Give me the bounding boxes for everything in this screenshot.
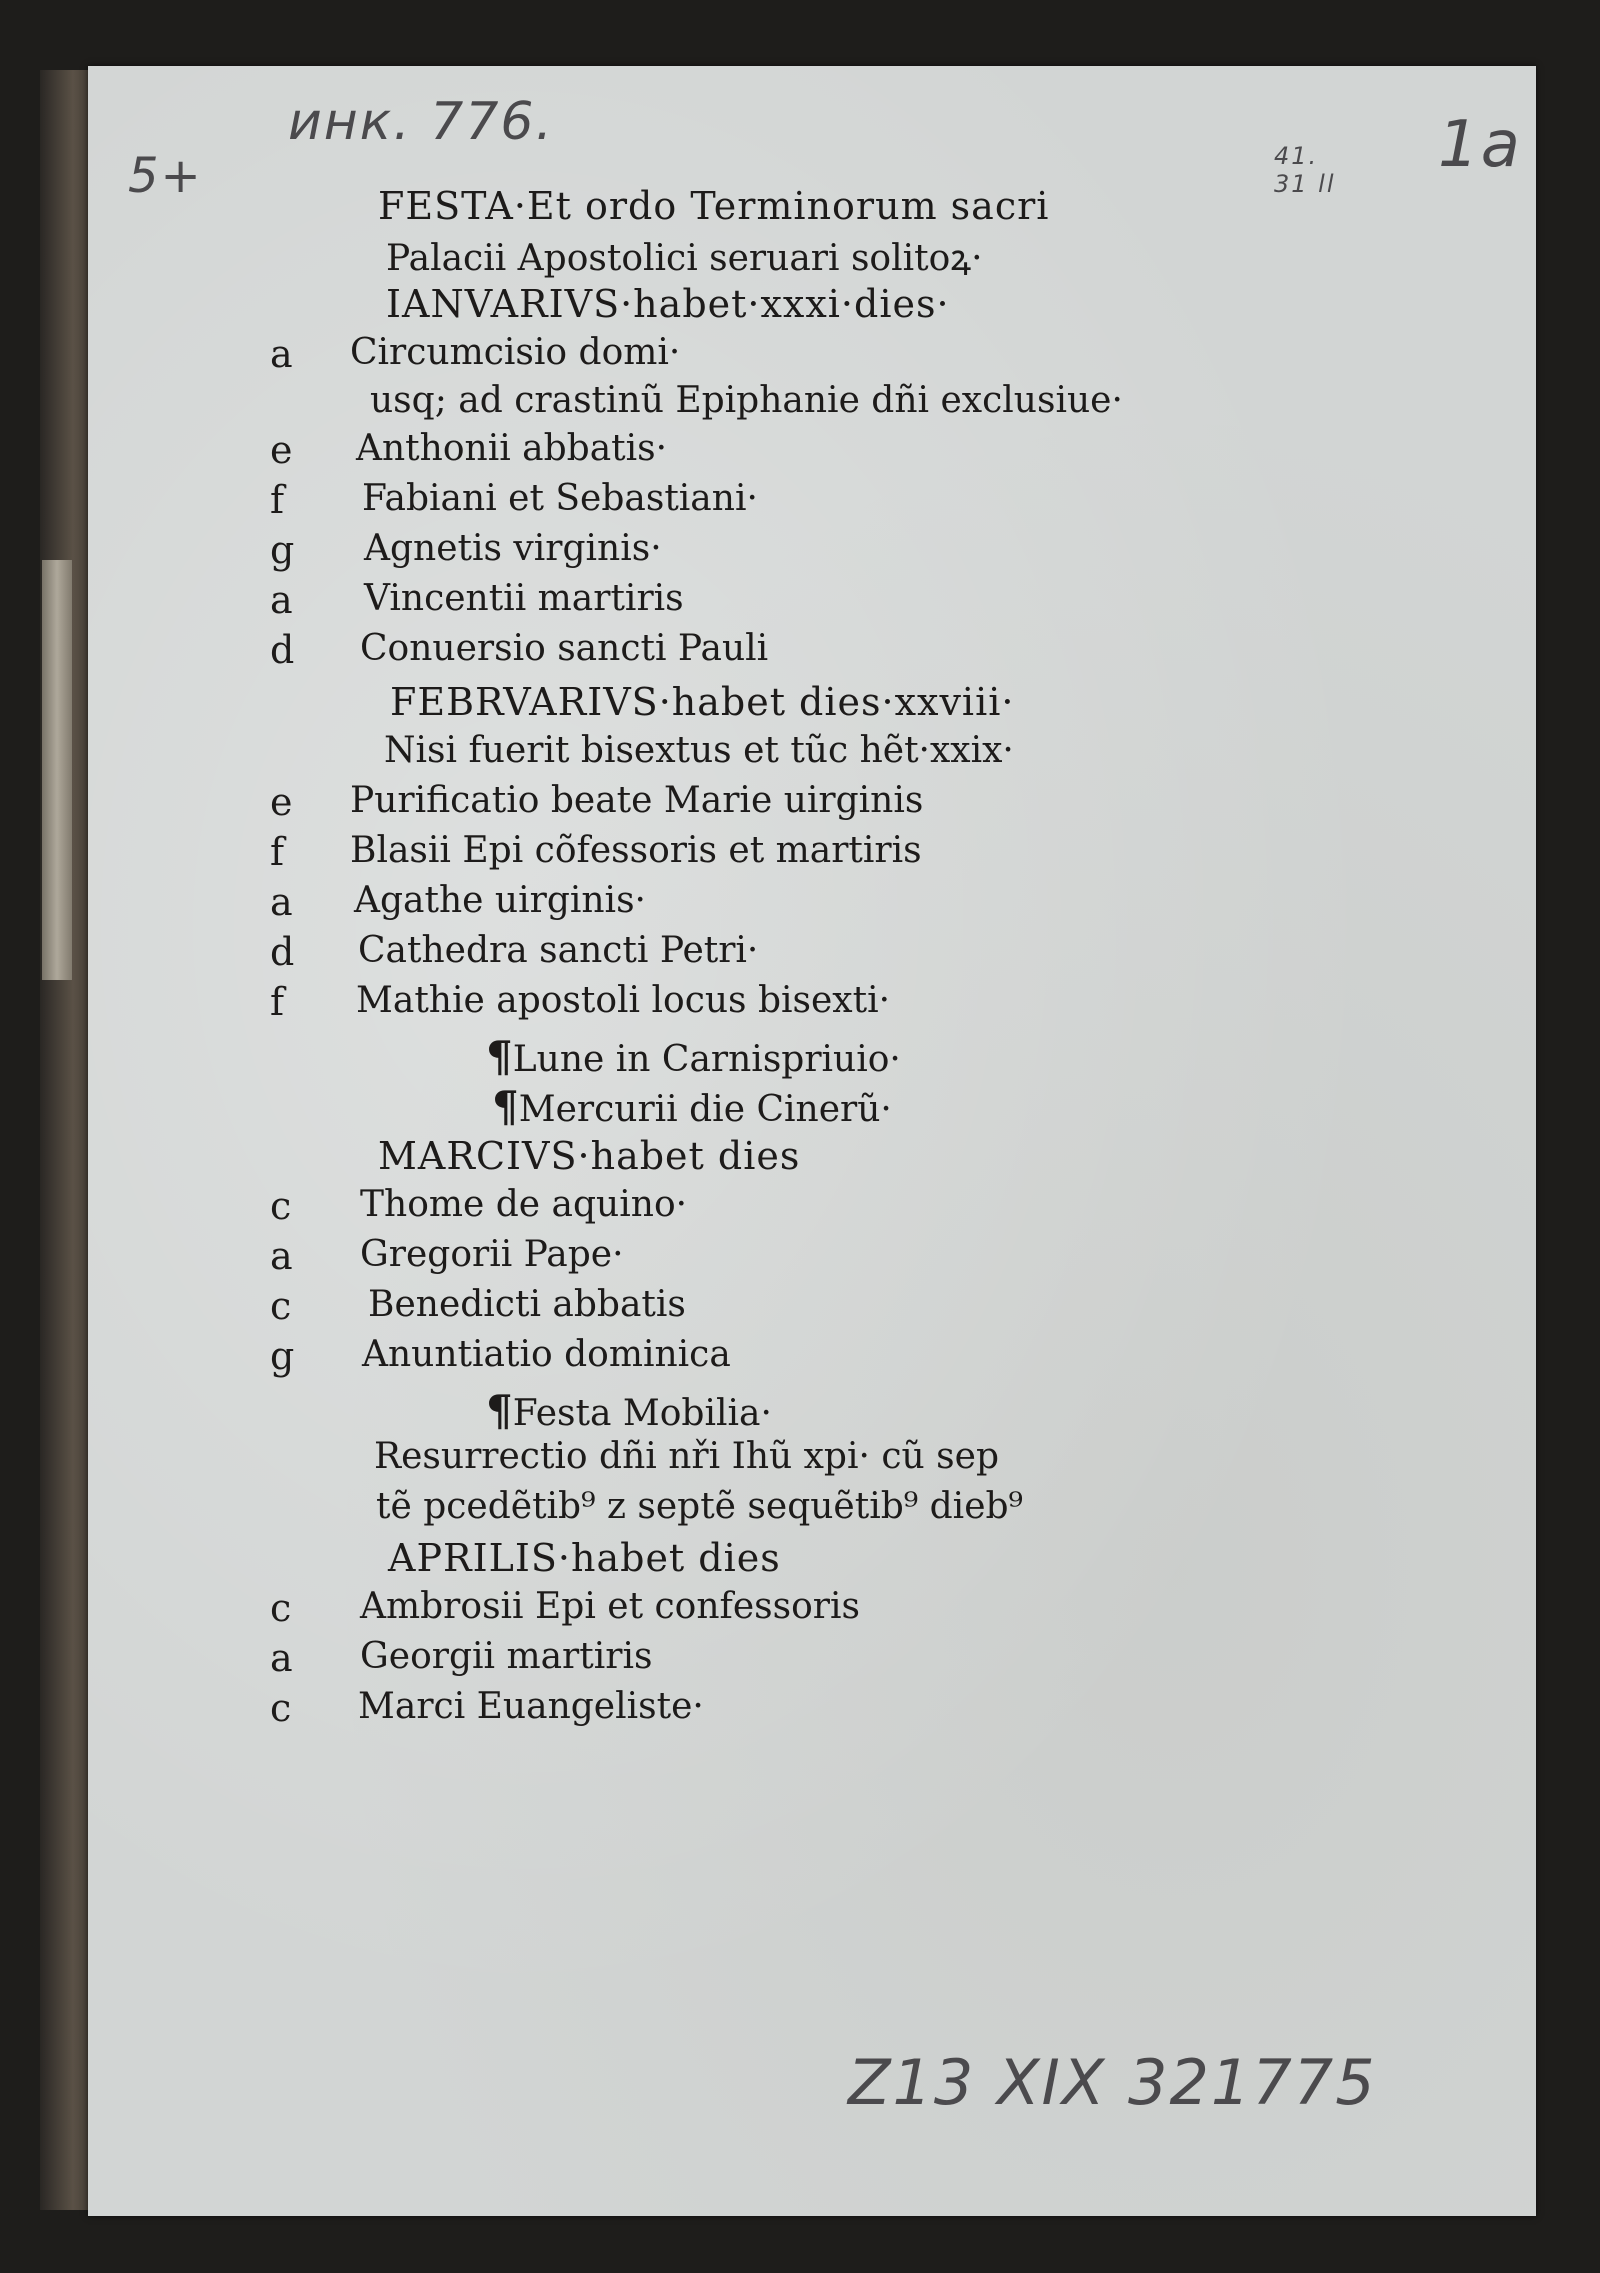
dominical-letter: a [270,1636,293,1680]
dominical-letter: g [270,1334,295,1378]
resurrection-line-1: Resurrectio dñi nři Ihũ xpi· cũ sep [374,1436,999,1477]
dominical-letter: c [270,1686,292,1730]
feast-name: Circumcisio domi· [350,332,681,373]
dominical-letter: c [270,1184,292,1228]
dominical-letter: e [270,780,293,824]
inventory-number-note: Z13 XIX 321775 [848,2046,1377,2119]
dominical-letter: e [270,428,293,472]
dominical-letter: c [270,1586,292,1630]
month-heading-april: APRILIS·habet dies [388,1536,781,1580]
small-pencil-note: 41. 31 ll [1274,142,1336,198]
note-text: Mercurii die Cinerũ· [518,1089,892,1130]
feast-name: Purificatio beate Marie uirginis [350,780,924,821]
note-text: Lune in Carnispriuio· [512,1039,901,1080]
dominical-letter: a [270,880,293,924]
dominical-letter: f [270,980,285,1024]
page-leaf [88,66,1536,2216]
pilcrow-icon: ¶ [486,1386,513,1435]
feast-name: usq; ad crastinũ Epiphanie dñi exclusiue· [370,380,1123,421]
dominical-letter: f [270,830,285,874]
shelfmark-note: инк. 776. [288,92,555,152]
folio-note: 5+ [128,148,203,204]
title-line-1: FESTA·Et ordo Terminorum sacri [378,184,1050,228]
feast-name: Benedicti abbatis [368,1284,686,1325]
dominical-letter: a [270,1234,293,1278]
feast-name: Marci Euangeliste· [358,1686,704,1727]
dominical-letter: d [270,930,295,974]
month-heading-february: FEBRVARIVS·habet dies·xxviii· [390,680,1015,724]
feast-name: Georgii martiris [360,1636,653,1677]
calendar-text [88,66,1536,2216]
pilcrow-icon: ¶ [492,1082,519,1131]
binding-thread [42,560,72,980]
dominical-letter: g [270,528,295,572]
pilcrow-icon: ¶ [486,1032,513,1081]
dominical-letter: c [270,1284,292,1328]
feast-name: Thome de aquino· [360,1184,688,1225]
feast-name: Anthonii abbatis· [356,428,668,469]
dominical-letter: d [270,628,295,672]
february-note-bisextus: Nisi fuerit bisextus et tũc hẽt·xxix· [384,730,1014,771]
dominical-letter: a [270,332,293,376]
feast-name: Conuersio sancti Pauli [360,628,769,669]
feast-name: Mathie apostoli locus bisexti· [356,980,891,1021]
feast-name: Fabiani et Sebastiani· [362,478,758,519]
festa-mobilia-heading [486,1386,772,1435]
dominical-letter: a [270,578,293,622]
title-line-2: Palacii Apostolici seruari solitoꝝ· [386,238,983,279]
movable-note [492,1082,892,1131]
note-text: Festa Mobilia· [512,1393,772,1434]
movable-note [486,1032,901,1081]
feast-name: Blasii Epi cõfessoris et martiris [350,830,922,871]
month-heading-march: MARCIVS·habet dies [378,1134,801,1178]
feast-name: Gregorii Pape· [360,1234,624,1275]
feast-name: Ambrosii Epi et confessoris [360,1586,860,1627]
dominical-letter: f [270,478,285,522]
feast-name: Agnetis virginis· [364,528,662,569]
month-heading-january: IANVARIVS·habet·xxxi·dies· [386,282,950,326]
resurrection-line-2: tẽ pcedẽtib⁹ z septẽ sequẽtib⁹ dieb⁹ [376,1486,1023,1527]
feast-name: Vincentii martiris [364,578,684,619]
feast-name: Cathedra sancti Petri· [358,930,759,971]
leaf-number-note: 1a [1438,108,1522,182]
feast-name: Agathe uirginis· [354,880,646,921]
feast-name: Anuntiatio dominica [362,1334,731,1375]
